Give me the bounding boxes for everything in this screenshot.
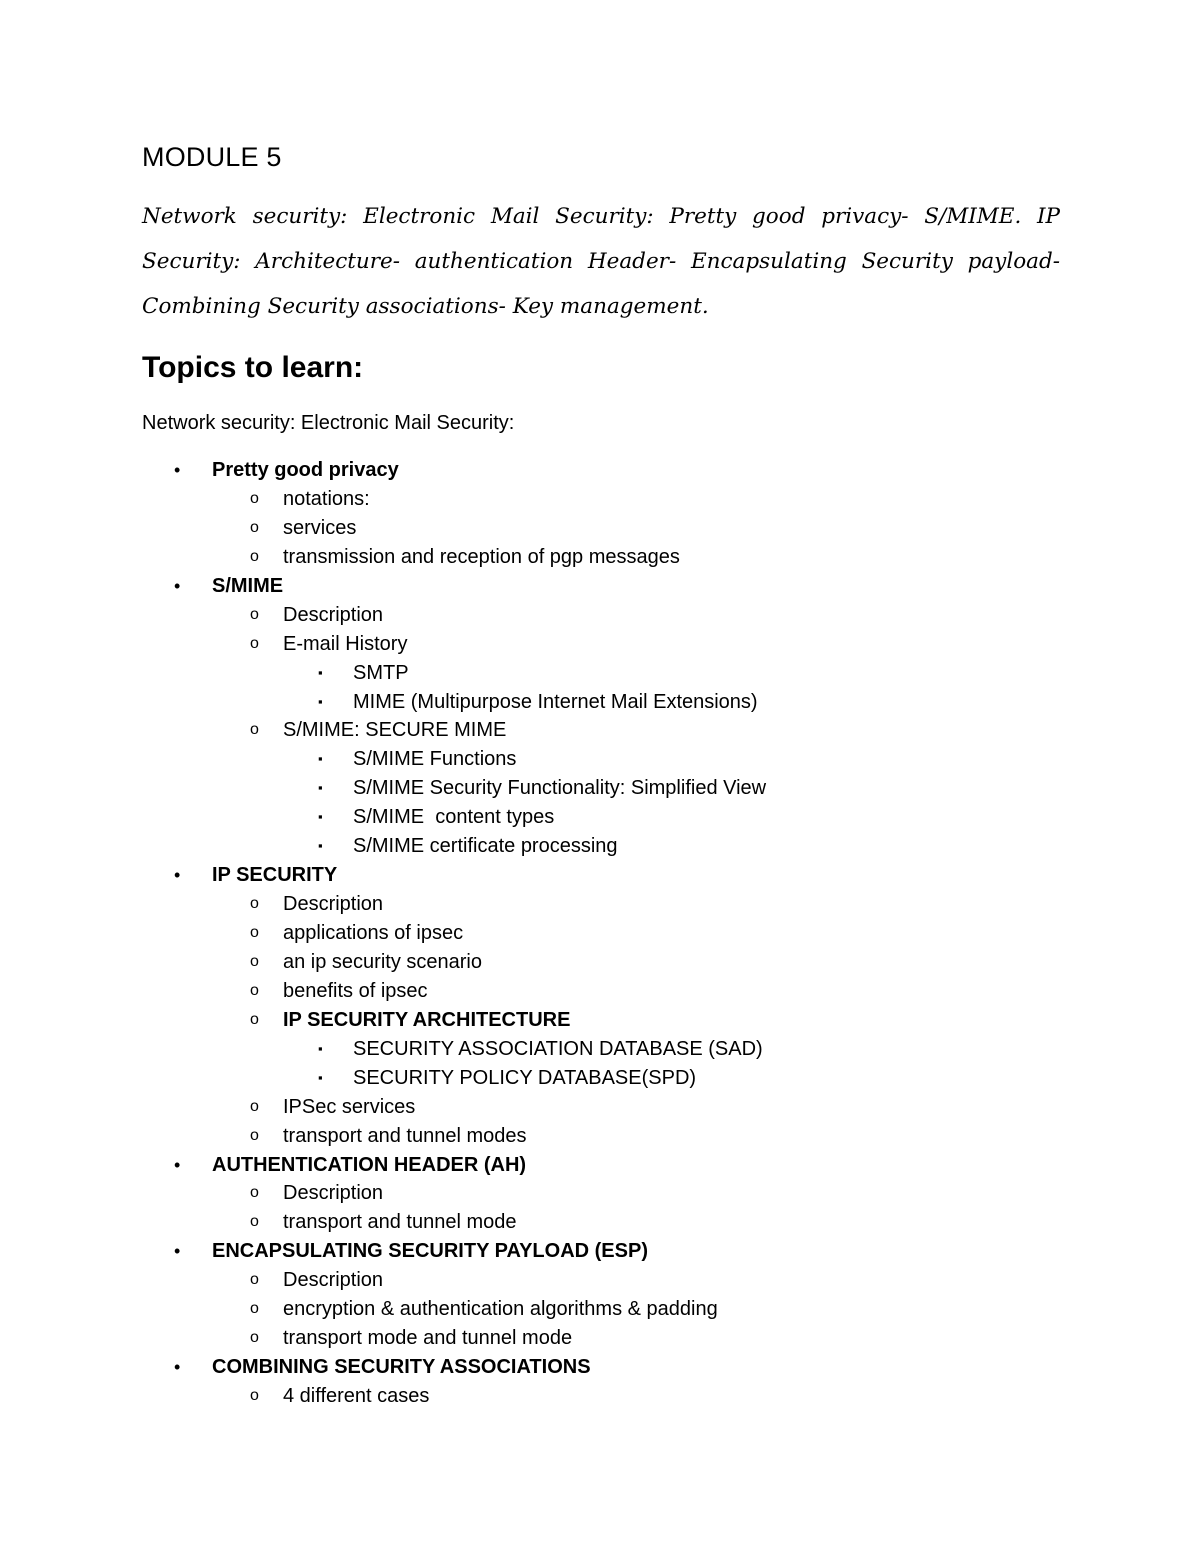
outline-item-level-3 xyxy=(0,659,1200,688)
outline-item-level-2 xyxy=(0,601,1200,630)
outline-item-text: notations: xyxy=(283,487,370,510)
outline-item-level-3 xyxy=(0,745,1200,774)
outline-item-text: AUTHENTICATION HEADER (AH) xyxy=(212,1153,527,1176)
circle-bullet-icon: o xyxy=(250,924,259,941)
outline-item-text: transport and tunnel modes xyxy=(283,1124,527,1147)
outline-item-level-2 xyxy=(0,514,1200,543)
topics-heading: Topics to learn: xyxy=(142,351,364,384)
circle-bullet-icon: o xyxy=(250,721,259,739)
topics-outline xyxy=(0,456,1200,1411)
outline-item-text: services xyxy=(283,516,357,539)
outline-item-text: S/MIME content types xyxy=(353,806,555,829)
square-bullet-icon: ▪ xyxy=(318,664,323,680)
outline-item-level-1 xyxy=(0,572,1200,601)
outline-item-level-2 xyxy=(0,543,1200,572)
outline-item-text: SMTP xyxy=(353,661,409,684)
outline-item-text: Pretty good privacy xyxy=(212,459,399,481)
outline-item-level-3 xyxy=(0,832,1200,861)
outline-item-text: IPSec services xyxy=(283,1095,416,1118)
outline-item-level-2 xyxy=(0,485,1200,514)
circle-bullet-icon: o xyxy=(250,952,259,970)
outline-item-text: benefits of ipsec xyxy=(283,979,428,1002)
outline-item-text: ENCAPSULATING SECURITY PAYLOAD (ESP) xyxy=(212,1240,648,1263)
circle-bullet-icon: o xyxy=(250,634,259,652)
outline-item-level-1 xyxy=(0,1151,1200,1180)
outline-item-text: IP SECURITY ARCHITECTURE xyxy=(283,1008,571,1031)
outline-item-text: encryption & authentication algorithms & padding xyxy=(283,1298,718,1321)
outline-item-level-1 xyxy=(0,1353,1200,1382)
outline-item-level-2 xyxy=(0,1295,1200,1324)
circle-bullet-icon: o xyxy=(250,1184,259,1202)
outline-item-level-2 xyxy=(0,716,1200,745)
square-bullet-icon: ▪ xyxy=(318,1069,323,1085)
outline-item-level-2 xyxy=(0,1208,1200,1237)
bullet-icon: • xyxy=(174,1357,181,1378)
outline-item-level-2 xyxy=(0,1382,1200,1411)
circle-bullet-icon: o xyxy=(250,547,259,565)
intro-line: Network security: Electronic Mail Security: xyxy=(142,412,515,434)
outline-item-level-3 xyxy=(0,688,1200,717)
circle-bullet-icon: o xyxy=(250,1329,259,1347)
outline-item-text: Description xyxy=(283,893,384,916)
outline-item-text: transport mode and tunnel mode xyxy=(283,1327,573,1350)
outline-item-text: transport and tunnel mode xyxy=(283,1211,517,1234)
outline-item-level-2 xyxy=(0,919,1200,948)
outline-item-level-2 xyxy=(0,1006,1200,1035)
outline-item-text: IP SECURITY xyxy=(212,864,338,887)
square-bullet-icon: ▪ xyxy=(318,780,323,796)
circle-bullet-icon: o xyxy=(250,1097,259,1115)
syllabus-paragraph: Network security: Electronic Mail Security: Pretty good privacy- S/MIME. IP Security: Architecture- authentication Header- Encapsulating Security payload- Combining Security associations- Key management. xyxy=(142,204,1060,319)
square-bullet-icon: ▪ xyxy=(318,809,323,825)
circle-bullet-icon: o xyxy=(250,605,259,623)
outline-item-level-3 xyxy=(0,774,1200,803)
outline-item-text: S/MIME xyxy=(212,574,284,597)
bullet-icon: • xyxy=(174,1241,181,1262)
outline-item-text: S/MIME certificate processing xyxy=(353,835,618,858)
outline-item-level-1 xyxy=(0,456,1200,485)
circle-bullet-icon: o xyxy=(250,1271,259,1289)
outline-item-text: S/MIME Security Functionality: Simplified View xyxy=(353,777,767,800)
outline-item-level-2 xyxy=(0,630,1200,659)
circle-bullet-icon: o xyxy=(250,1387,259,1404)
outline-item-level-1 xyxy=(0,861,1200,890)
square-bullet-icon: ▪ xyxy=(318,838,323,854)
outline-item-text: 4 different cases xyxy=(283,1385,430,1407)
outline-item-text: transmission and reception of pgp messages xyxy=(283,545,680,568)
outline-item-level-2 xyxy=(0,977,1200,1006)
outline-item-text: SECURITY POLICY DATABASE(SPD) xyxy=(353,1066,697,1089)
outline-item-text: E-mail History xyxy=(283,632,408,655)
outline-item-level-3 xyxy=(0,1035,1200,1064)
circle-bullet-icon: o xyxy=(250,1010,259,1028)
outline-item-text: SECURITY ASSOCIATION DATABASE (SAD) xyxy=(353,1037,763,1060)
outline-item-text: applications of ipsec xyxy=(283,922,464,944)
outline-item-level-2 xyxy=(0,948,1200,977)
circle-bullet-icon: o xyxy=(250,895,259,913)
outline-item-level-2 xyxy=(0,1324,1200,1353)
outline-item-level-2 xyxy=(0,1266,1200,1295)
square-bullet-icon: ▪ xyxy=(318,1040,323,1056)
circle-bullet-icon: o xyxy=(250,1126,259,1144)
circle-bullet-icon: o xyxy=(250,1300,259,1318)
circle-bullet-icon: o xyxy=(250,1213,259,1231)
outline-item-text: Description xyxy=(283,1182,384,1205)
outline-item-level-2 xyxy=(0,1093,1200,1122)
bullet-icon: • xyxy=(174,1154,181,1175)
outline-item-level-1 xyxy=(0,1237,1200,1266)
circle-bullet-icon: o xyxy=(250,489,259,507)
outline-item-text: Description xyxy=(283,1269,384,1292)
outline-item-text: S/MIME Functions xyxy=(353,748,517,771)
outline-item-level-3 xyxy=(0,803,1200,832)
outline-item-level-2 xyxy=(0,1122,1200,1151)
module-title: MODULE 5 xyxy=(142,142,282,172)
outline-item-level-3 xyxy=(0,1064,1200,1093)
outline-item-level-2 xyxy=(0,1179,1200,1208)
outline-item-text: S/MIME: SECURE MIME xyxy=(283,719,507,742)
square-bullet-icon: ▪ xyxy=(318,751,323,767)
outline-item-text: an ip security scenario xyxy=(283,950,482,973)
square-bullet-icon: ▪ xyxy=(318,693,323,709)
outline-item-text: MIME (Multipurpose Internet Mail Extensions) xyxy=(353,690,758,713)
outline-item-text: Description xyxy=(283,603,384,626)
bullet-icon: • xyxy=(174,865,181,886)
bullet-icon: • xyxy=(174,575,181,596)
outline-item-level-2 xyxy=(0,890,1200,919)
circle-bullet-icon: o xyxy=(250,518,259,536)
outline-item-text: COMBINING SECURITY ASSOCIATIONS xyxy=(212,1356,591,1379)
bullet-icon: • xyxy=(174,460,181,480)
circle-bullet-icon: o xyxy=(250,981,259,999)
